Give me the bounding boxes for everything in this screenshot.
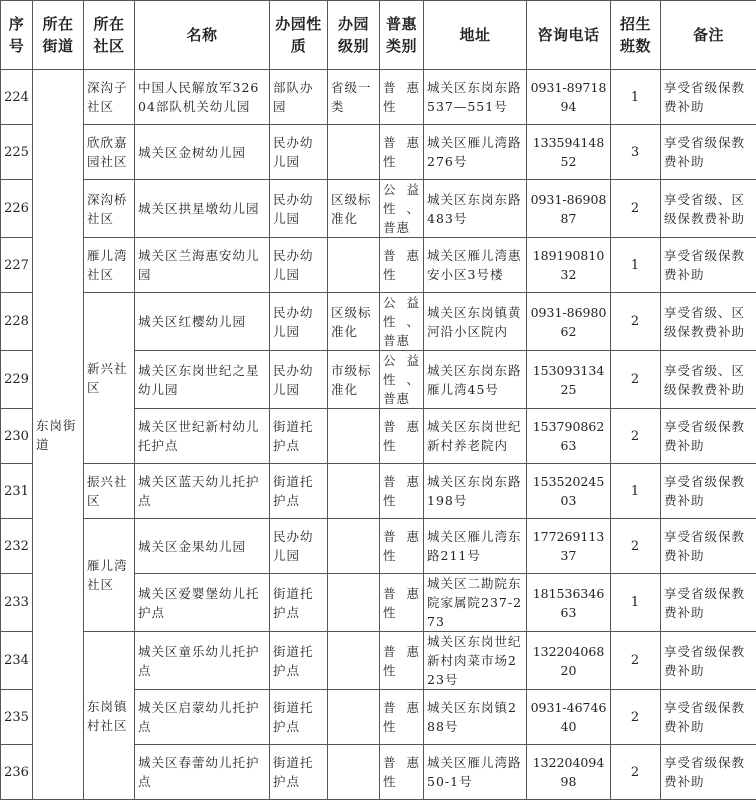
cell-note: 享受省级保教费补助 [661, 70, 756, 125]
cell-note: 享受省级保教费补助 [661, 464, 756, 519]
cell-puhui: 公益性、普惠 [380, 351, 424, 409]
cell-street: 东岗街道 [33, 70, 84, 800]
cell-puhui: 普惠性 [380, 409, 424, 464]
header-phone: 咨询电话 [527, 1, 611, 70]
cell-puhui: 普惠性 [380, 125, 424, 180]
cell-nature: 街道托护点 [270, 745, 328, 800]
cell-name: 城关区启蒙幼儿托护点 [135, 690, 270, 745]
cell-seq: 227 [1, 238, 33, 293]
cell-seq: 228 [1, 293, 33, 351]
cell-name: 城关区红樱幼儿园 [135, 293, 270, 351]
cell-note: 享受省级保教费补助 [661, 519, 756, 574]
cell-puhui: 普惠性 [380, 238, 424, 293]
table-row [1, 293, 756, 351]
cell-nature: 民办幼儿园 [270, 125, 328, 180]
cell-note: 享受省级保教费补助 [661, 238, 756, 293]
cell-nature: 街道托护点 [270, 632, 328, 690]
cell-name: 城关区蓝天幼儿托护点 [135, 464, 270, 519]
cell-classes: 2 [611, 690, 661, 745]
cell-address: 城关区东岗东路537—551号 [424, 70, 527, 125]
cell-puhui: 普惠性 [380, 745, 424, 800]
cell-level: 市级标准化 [328, 351, 380, 409]
cell-level: 区级标准化 [328, 293, 380, 351]
cell-community: 新兴社区 [84, 293, 135, 464]
cell-puhui: 普惠性 [380, 70, 424, 125]
cell-level [328, 238, 380, 293]
cell-note: 享受省级保教费补助 [661, 745, 756, 800]
cell-phone: 0931-4674640 [527, 690, 611, 745]
cell-name: 城关区金果幼儿园 [135, 519, 270, 574]
cell-level [328, 519, 380, 574]
cell-level: 省级一类 [328, 70, 380, 125]
header-seq: 序号 [1, 1, 33, 70]
cell-puhui: 普惠性 [380, 632, 424, 690]
cell-puhui: 普惠性 [380, 464, 424, 519]
cell-phone: 18919081032 [527, 238, 611, 293]
header-row [1, 1, 756, 70]
cell-address: 城关区东岗世纪新村肉菜市场223号 [424, 632, 527, 690]
cell-seq: 224 [1, 70, 33, 125]
cell-nature: 民办幼儿园 [270, 293, 328, 351]
cell-classes: 2 [611, 293, 661, 351]
cell-nature: 街道托护点 [270, 574, 328, 632]
cell-address: 城关区雁儿湾路276号 [424, 125, 527, 180]
cell-classes: 2 [611, 519, 661, 574]
cell-address: 城关区雁儿湾东路211号 [424, 519, 527, 574]
cell-community: 振兴社区 [84, 464, 135, 519]
cell-name: 城关区爱婴堡幼儿托护点 [135, 574, 270, 632]
cell-classes: 2 [611, 180, 661, 238]
cell-level: 区级标准化 [328, 180, 380, 238]
cell-nature: 街道托护点 [270, 464, 328, 519]
cell-classes: 2 [611, 632, 661, 690]
cell-puhui: 普惠性 [380, 690, 424, 745]
cell-level [328, 464, 380, 519]
cell-phone: 18153634663 [527, 574, 611, 632]
cell-note: 享受省级、区级保教费补助 [661, 351, 756, 409]
cell-phone: 13359414852 [527, 125, 611, 180]
cell-name: 城关区拱星墩幼儿园 [135, 180, 270, 238]
cell-community: 东岗镇村社区 [84, 632, 135, 800]
cell-note: 享受省级保教费补助 [661, 690, 756, 745]
cell-classes: 3 [611, 125, 661, 180]
cell-note: 享受省级、区级保教费补助 [661, 180, 756, 238]
table-row [1, 180, 756, 238]
cell-puhui: 公益性、普惠 [380, 293, 424, 351]
cell-address: 城关区东岗世纪新村养老院内 [424, 409, 527, 464]
cell-address: 城关区雁儿湾惠安小区3号楼 [424, 238, 527, 293]
cell-level [328, 690, 380, 745]
cell-community: 雁儿湾社区 [84, 519, 135, 632]
cell-phone: 0931-8698062 [527, 293, 611, 351]
table-row [1, 125, 756, 180]
cell-classes: 1 [611, 70, 661, 125]
cell-level [328, 125, 380, 180]
cell-address: 城关区东岗镇288号 [424, 690, 527, 745]
cell-seq: 236 [1, 745, 33, 800]
cell-classes: 2 [611, 351, 661, 409]
header-name: 名称 [135, 1, 270, 70]
cell-nature: 部队办园 [270, 70, 328, 125]
cell-seq: 232 [1, 519, 33, 574]
cell-level [328, 632, 380, 690]
cell-name: 城关区童乐幼儿托护点 [135, 632, 270, 690]
cell-nature: 民办幼儿园 [270, 180, 328, 238]
cell-community: 雁儿湾社区 [84, 238, 135, 293]
header-classes: 招生班数 [611, 1, 661, 70]
cell-seq: 234 [1, 632, 33, 690]
cell-phone: 13220406820 [527, 632, 611, 690]
table-row [1, 632, 756, 690]
cell-classes: 2 [611, 745, 661, 800]
cell-phone: 0931-8971894 [527, 70, 611, 125]
cell-note: 享受省级保教费补助 [661, 409, 756, 464]
cell-phone: 13220409498 [527, 745, 611, 800]
cell-community: 深沟桥社区 [84, 180, 135, 238]
cell-address: 城关区二勘院东院家属院237-273 [424, 574, 527, 632]
cell-level [328, 574, 380, 632]
cell-puhui: 公益性、普惠 [380, 180, 424, 238]
cell-community: 深沟子社区 [84, 70, 135, 125]
cell-name: 城关区兰海惠安幼儿园 [135, 238, 270, 293]
cell-phone: 15379086263 [527, 409, 611, 464]
cell-nature: 民办幼儿园 [270, 351, 328, 409]
cell-puhui: 普惠性 [380, 519, 424, 574]
header-district: 所在街道 [33, 1, 84, 70]
header-nature: 办园性质 [270, 1, 328, 70]
cell-phone: 15309313425 [527, 351, 611, 409]
cell-phone: 0931-8690887 [527, 180, 611, 238]
cell-name: 城关区东岗世纪之星幼儿园 [135, 351, 270, 409]
header-community: 所在社区 [84, 1, 135, 70]
cell-classes: 1 [611, 464, 661, 519]
header-note: 备注 [661, 1, 756, 70]
cell-seq: 230 [1, 409, 33, 464]
cell-classes: 1 [611, 574, 661, 632]
cell-seq: 233 [1, 574, 33, 632]
cell-nature: 民办幼儿园 [270, 238, 328, 293]
cell-phone: 15352024503 [527, 464, 611, 519]
cell-nature: 民办幼儿园 [270, 519, 328, 574]
cell-seq: 226 [1, 180, 33, 238]
cell-classes: 2 [611, 409, 661, 464]
cell-note: 享受省级保教费补助 [661, 574, 756, 632]
cell-name: 中国人民解放军32604部队机关幼儿园 [135, 70, 270, 125]
header-puhui: 普惠类别 [380, 1, 424, 70]
cell-name: 城关区世纪新村幼儿托护点 [135, 409, 270, 464]
cell-address: 城关区东岗镇黄河沿小区院内 [424, 293, 527, 351]
cell-address: 城关区东岗东路雁儿湾45号 [424, 351, 527, 409]
table-row [1, 238, 756, 293]
cell-note: 享受省级、区级保教费补助 [661, 293, 756, 351]
table-row [1, 464, 756, 519]
table-row [1, 70, 756, 125]
cell-nature: 街道托护点 [270, 690, 328, 745]
cell-classes: 1 [611, 238, 661, 293]
header-address: 地址 [424, 1, 527, 70]
cell-level [328, 409, 380, 464]
cell-seq: 231 [1, 464, 33, 519]
cell-seq: 225 [1, 125, 33, 180]
table-row [1, 519, 756, 574]
cell-name: 城关区春蕾幼儿托护点 [135, 745, 270, 800]
cell-community: 欣欣嘉园社区 [84, 125, 135, 180]
cell-note: 享受省级保教费补助 [661, 125, 756, 180]
cell-name: 城关区金树幼儿园 [135, 125, 270, 180]
cell-nature: 街道托护点 [270, 409, 328, 464]
cell-level [328, 745, 380, 800]
cell-address: 城关区东岗东路198号 [424, 464, 527, 519]
cell-phone: 17726911337 [527, 519, 611, 574]
cell-address: 城关区雁儿湾路50-1号 [424, 745, 527, 800]
cell-address: 城关区东岗东路483号 [424, 180, 527, 238]
cell-puhui: 普惠性 [380, 574, 424, 632]
cell-seq: 235 [1, 690, 33, 745]
cell-seq: 229 [1, 351, 33, 409]
header-level: 办园级别 [328, 1, 380, 70]
cell-note: 享受省级保教费补助 [661, 632, 756, 690]
